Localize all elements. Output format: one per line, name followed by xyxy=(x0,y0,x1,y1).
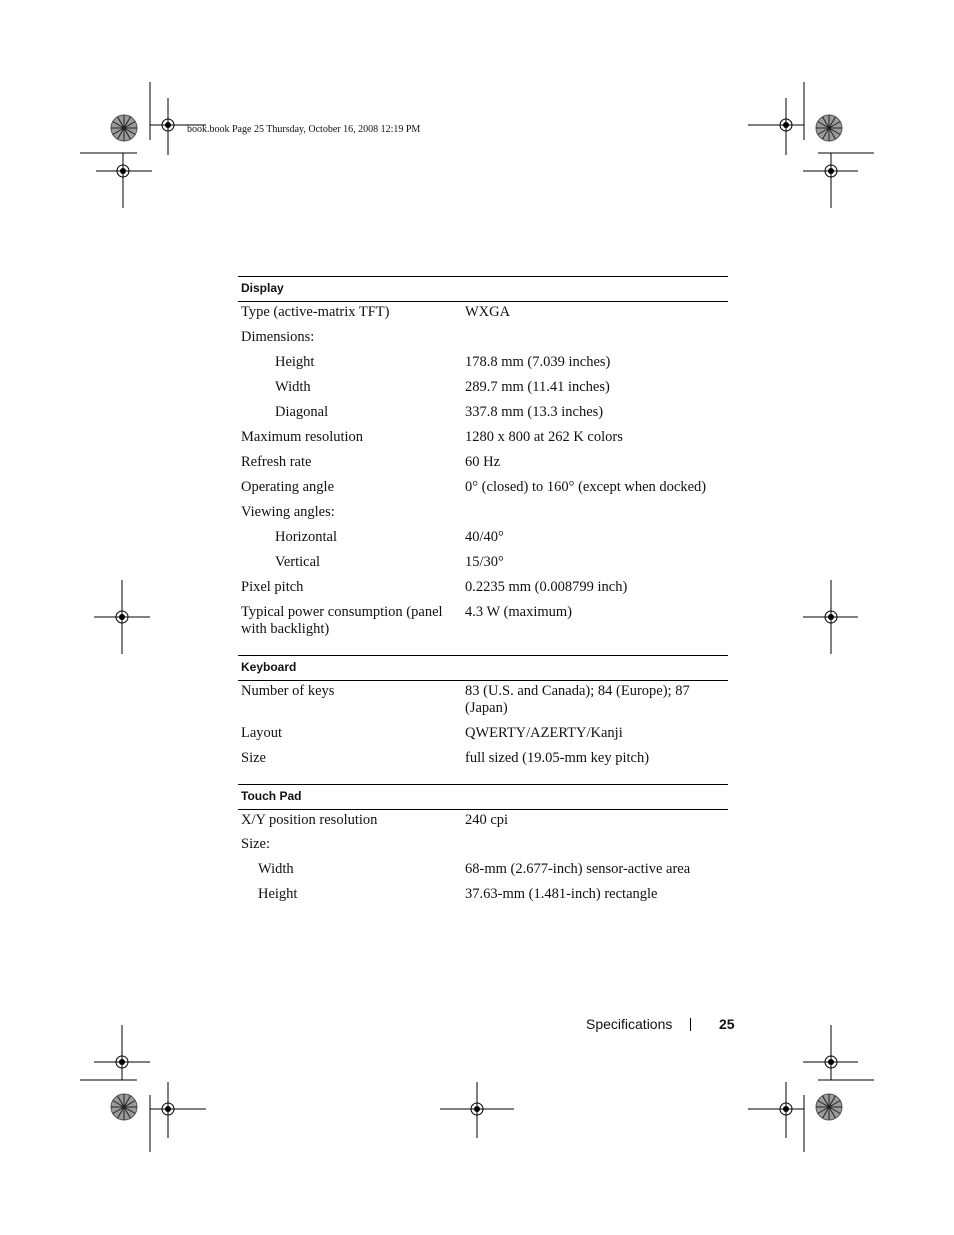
row-label: Width xyxy=(275,379,311,395)
row-value: 0.2235 mm (0.008799 inch) xyxy=(465,579,628,595)
row-value: WXGA xyxy=(465,304,511,320)
row-value: 289.7 mm (11.41 inches) xyxy=(465,379,610,395)
row-value: 37.63-mm (1.481-inch) rectangle xyxy=(465,886,658,902)
row-value: 240 cpi xyxy=(465,812,509,828)
page-number: 25 xyxy=(719,1016,735,1032)
row-label: Viewing angles: xyxy=(241,504,335,520)
row-label: Refresh rate xyxy=(241,454,312,470)
row-value: QWERTY/AZERTY/Kanji xyxy=(465,725,623,741)
footer-section-title: Specifications xyxy=(586,1016,673,1032)
print-header: book.book Page 25 Thursday, October 16, 2008 12:19 PM xyxy=(187,124,421,135)
row-label: Maximum resolution xyxy=(241,429,364,445)
row-label: Layout xyxy=(241,725,283,741)
row-label: Horizontal xyxy=(275,529,338,545)
row-value: 40/40° xyxy=(465,529,504,545)
section-heading-display: Display xyxy=(238,276,728,302)
row-label: Typical power consumption (panel with backlight) xyxy=(241,604,443,637)
row-label: Width xyxy=(258,861,294,877)
row-value: 1280 x 800 at 262 K colors xyxy=(465,429,623,445)
row-label: Number of keys xyxy=(241,683,335,699)
row-label: Vertical xyxy=(275,554,321,570)
row-label: Height xyxy=(275,354,315,370)
row-label: Type (active-matrix TFT) xyxy=(241,304,390,320)
row-label: Diagonal xyxy=(275,404,329,420)
section-heading-touch-pad: Touch Pad xyxy=(238,784,728,810)
row-label: Size xyxy=(241,750,266,766)
row-label: Dimensions: xyxy=(241,329,315,345)
display-spec-table xyxy=(238,276,728,664)
row-label: X/Y position resolution xyxy=(241,812,378,828)
row-value: 4.3 W (maximum) xyxy=(465,604,572,620)
footer-divider xyxy=(690,1018,691,1031)
row-value: 0° (closed) to 160° (except when docked) xyxy=(465,479,707,495)
section-heading-keyboard: Keyboard xyxy=(238,655,728,681)
row-label: Size: xyxy=(241,836,270,852)
row-value: 68-mm (2.677-inch) sensor-active area xyxy=(465,861,691,877)
row-value: 83 (U.S. and Canada); 84 (Europe); 87 (Japan) xyxy=(465,683,690,716)
row-label: Operating angle xyxy=(241,479,335,495)
row-value: 337.8 mm (13.3 inches) xyxy=(465,404,604,420)
row-label: Height xyxy=(258,886,298,902)
keyboard-spec-table xyxy=(238,655,728,785)
row-value: 178.8 mm (7.039 inches) xyxy=(465,354,611,370)
touchpad-spec-table xyxy=(238,784,728,910)
row-value: 15/30° xyxy=(465,554,504,570)
row-value: full sized (19.05-mm key pitch) xyxy=(465,750,650,766)
row-label: Pixel pitch xyxy=(241,579,304,595)
row-value: 60 Hz xyxy=(465,454,501,470)
